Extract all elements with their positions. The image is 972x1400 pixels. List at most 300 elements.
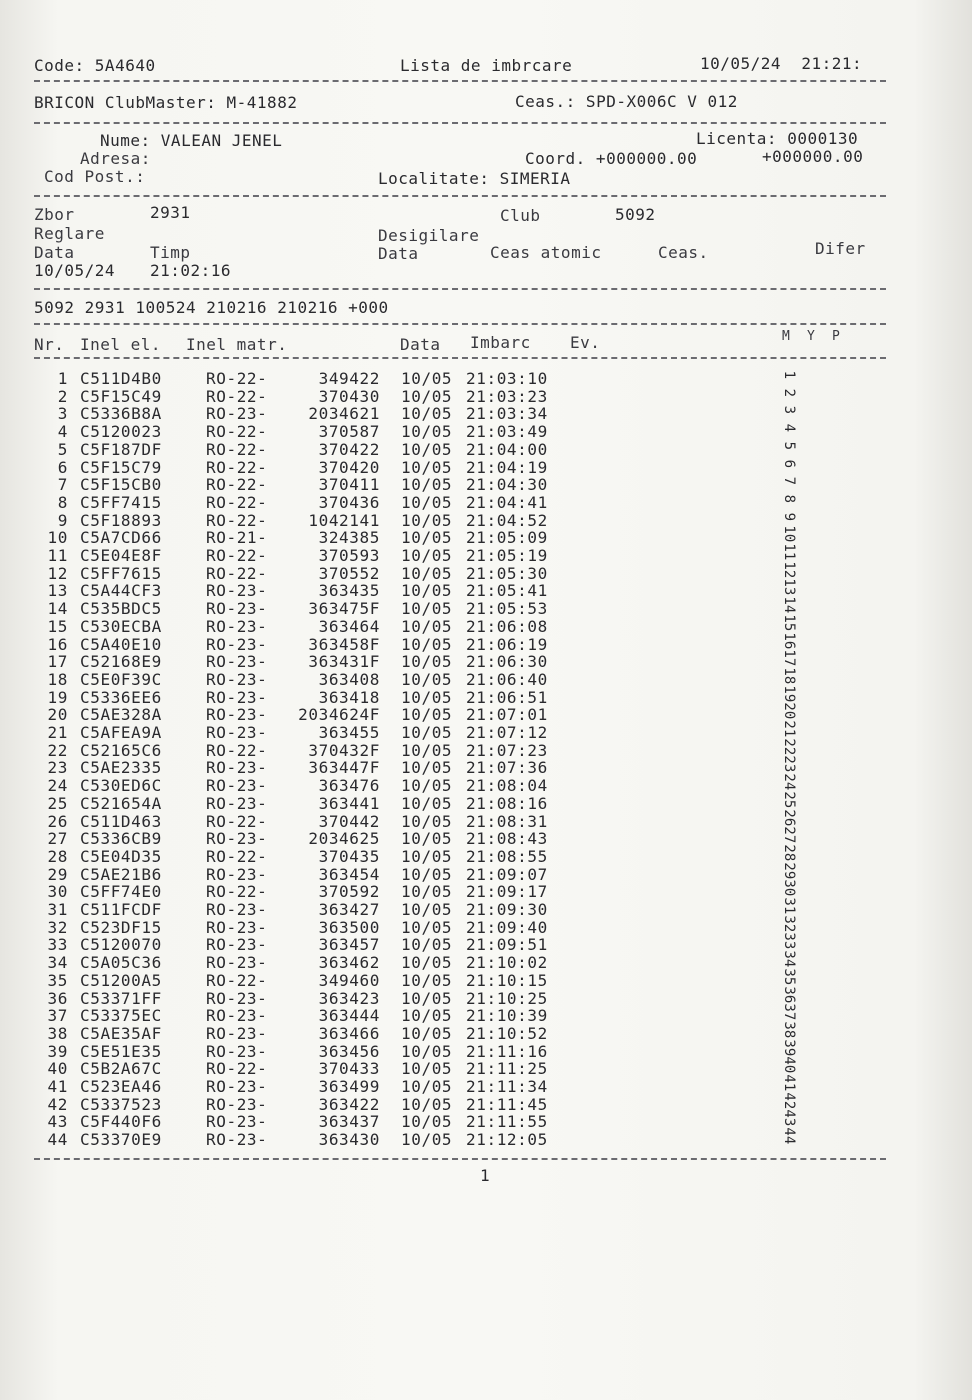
arrival-time: 21:04:41 — [466, 492, 548, 512]
ring-prefix: RO-22- — [206, 422, 268, 442]
electronic-ring: C5F15C49 — [80, 386, 162, 406]
table-row — [0, 494, 972, 512]
page-number: 1 — [480, 1166, 490, 1185]
row-number: 6 — [57, 457, 68, 477]
ring-prefix: RO-23- — [206, 599, 268, 619]
row-number: 35 — [47, 970, 68, 990]
date-label: Data — [34, 243, 75, 262]
locality: Localitate: SIMERIA — [378, 169, 571, 188]
ring-number: 363466 — [318, 1023, 380, 1043]
table-row — [0, 582, 972, 600]
arrival-date: 10/05 — [401, 953, 453, 973]
arrival-date: 10/05 — [401, 492, 453, 512]
ring-number: 363444 — [318, 1006, 380, 1026]
arrival-date: 10/05 — [401, 1077, 453, 1096]
m-number: 20 — [780, 702, 797, 720]
ring-number: 370435 — [318, 846, 380, 866]
m-number: 35 — [780, 968, 797, 986]
arrival-date: 10/05 — [401, 1112, 453, 1132]
row-number: 12 — [47, 563, 68, 583]
m-number: 15 — [780, 614, 797, 632]
ring-number: 2034624F — [298, 705, 380, 725]
ring-number: 370430 — [318, 386, 380, 406]
arrival-date: 10/05 — [401, 616, 453, 636]
arrival-date: 10/05 — [401, 1023, 453, 1043]
ring-number: 2034625 — [308, 829, 380, 849]
electronic-ring: C535BDC5 — [80, 599, 162, 619]
electronic-ring: C5AE2335 — [80, 758, 162, 778]
reglare-label: Reglare — [34, 224, 105, 243]
table-row — [0, 547, 972, 565]
report-code: Code: 5A4640 — [34, 56, 156, 75]
row-number: 28 — [47, 846, 68, 866]
ring-prefix: RO-23- — [206, 953, 268, 973]
row-number: 20 — [47, 705, 68, 725]
ring-number: 349460 — [318, 970, 380, 990]
arrival-date: 10/05 — [401, 563, 453, 583]
arrival-date: 10/05 — [401, 669, 453, 689]
m-number: 30 — [780, 879, 797, 897]
table-row — [0, 565, 972, 583]
table-row — [0, 919, 972, 937]
arrival-time: 21:05:19 — [466, 546, 548, 565]
ring-prefix: RO-23- — [206, 1094, 268, 1114]
ring-prefix: RO-21- — [206, 528, 268, 548]
col-header-myp: M Y P — [782, 329, 841, 344]
arrival-time: 21:09:51 — [466, 935, 548, 955]
arrival-time: 21:10:39 — [466, 1006, 548, 1026]
row-number: 39 — [47, 1041, 68, 1061]
ring-prefix: RO-22- — [206, 457, 268, 477]
arrival-time: 21:09:17 — [466, 882, 548, 902]
ring-prefix: RO-23- — [206, 634, 268, 654]
row-number: 29 — [47, 864, 68, 884]
electronic-ring: C5FF7615 — [80, 563, 162, 583]
ring-number: 363458F — [308, 634, 380, 654]
arrival-time: 21:04:52 — [466, 510, 548, 530]
arrival-time: 21:11:25 — [466, 1059, 548, 1079]
arrival-time: 21:10:25 — [466, 988, 548, 1008]
electronic-ring: C5E0F39C — [80, 669, 162, 689]
row-number: 23 — [47, 758, 68, 778]
col-header-inel-el: Inel el. — [80, 335, 162, 354]
table-row — [0, 777, 972, 795]
arrival-time: 21:06:08 — [466, 616, 548, 636]
arrival-time: 21:06:51 — [466, 687, 548, 707]
electronic-ring: C5E04E8F — [80, 546, 162, 565]
table-row — [0, 1113, 972, 1131]
electronic-ring: C5AE35AF — [80, 1023, 162, 1043]
table-row — [0, 1078, 972, 1096]
electronic-ring: C5120070 — [80, 935, 162, 955]
arrival-date: 10/05 — [401, 422, 453, 442]
electronic-ring: C5E51E35 — [80, 1041, 162, 1061]
ring-prefix: RO-22- — [206, 475, 268, 495]
electronic-ring: C5A40E10 — [80, 634, 162, 654]
m-number: 17 — [780, 649, 797, 667]
arrival-time: 21:03:23 — [466, 386, 548, 406]
m-number: 12 — [780, 561, 797, 578]
m-number: 10 — [780, 525, 797, 543]
m-number: 27 — [780, 826, 797, 844]
electronic-ring: C5F18893 — [80, 510, 162, 530]
m-number: 40 — [780, 1056, 797, 1074]
ring-prefix: RO-22- — [206, 846, 268, 866]
arrival-date: 10/05 — [401, 687, 453, 707]
arrival-time: 21:07:12 — [466, 723, 548, 742]
arrival-date: 10/05 — [401, 404, 453, 424]
ring-number: 363408 — [318, 669, 380, 689]
ring-prefix: RO-23- — [206, 705, 268, 725]
row-number: 30 — [47, 882, 68, 902]
ring-prefix: RO-23- — [206, 935, 268, 955]
col-header-inel-matr: Inel matr. — [186, 335, 288, 354]
row-number: 31 — [47, 900, 68, 919]
row-number: 3 — [57, 404, 68, 424]
arrival-date: 10/05 — [401, 1059, 453, 1079]
arrival-time: 21:08:04 — [466, 776, 548, 796]
flight-number: 2931 — [150, 203, 191, 222]
arrival-time: 21:12:05 — [466, 1130, 548, 1150]
row-number: 42 — [47, 1094, 68, 1114]
ring-prefix: RO-22- — [206, 492, 268, 512]
arrival-date: 10/05 — [401, 917, 453, 937]
arrival-date: 10/05 — [401, 1130, 453, 1150]
arrival-time: 21:11:45 — [466, 1094, 548, 1114]
electronic-ring: C523EA46 — [80, 1077, 162, 1096]
electronic-ring: C5AE21B6 — [80, 864, 162, 884]
divider — [34, 357, 886, 359]
arrival-time: 21:10:52 — [466, 1023, 548, 1043]
ring-prefix: RO-23- — [206, 900, 268, 919]
ring-number: 363435 — [318, 581, 380, 601]
ring-prefix: RO-23- — [206, 988, 268, 1008]
ring-prefix: RO-23- — [206, 1130, 268, 1150]
arrival-time: 21:09:30 — [466, 900, 548, 919]
system-name: BRICON ClubMaster: M-41882 — [34, 93, 298, 112]
m-number: 33 — [780, 932, 797, 950]
arrival-time: 21:06:19 — [466, 634, 548, 654]
row-number: 17 — [47, 652, 68, 672]
row-number: 5 — [57, 439, 68, 459]
electronic-ring: C511FCDF — [80, 900, 162, 919]
arrival-time: 21:10:02 — [466, 953, 548, 973]
m-number: 31 — [780, 897, 797, 915]
m-number: 4 — [780, 423, 797, 433]
ring-prefix: RO-23- — [206, 776, 268, 796]
ring-number: 363500 — [318, 917, 380, 937]
ring-number: 370592 — [318, 882, 380, 902]
arrival-date: 10/05 — [401, 758, 453, 778]
address-label: Adresa: — [80, 149, 151, 168]
setting-date: 10/05/24 — [34, 261, 116, 280]
ring-number: 363447F — [308, 758, 380, 778]
row-number: 40 — [47, 1059, 68, 1079]
ring-number: 370411 — [318, 475, 380, 495]
electronic-ring: C5F440F6 — [80, 1112, 162, 1132]
ring-number: 363431F — [308, 652, 380, 672]
ring-number: 370422 — [318, 439, 380, 459]
arrival-time: 21:05:30 — [466, 563, 548, 583]
row-number: 27 — [47, 829, 68, 849]
m-number: 37 — [780, 1003, 797, 1021]
electronic-ring: C530ECBA — [80, 616, 162, 636]
club-number: 5092 — [615, 205, 656, 224]
ring-prefix: RO-23- — [206, 864, 268, 884]
ring-number: 363462 — [318, 953, 380, 973]
arrival-time: 21:04:19 — [466, 457, 548, 477]
arrival-date: 10/05 — [401, 475, 453, 495]
m-number: 18 — [780, 667, 797, 685]
ring-prefix: RO-23- — [206, 793, 268, 813]
col-header-ev: Ev. — [570, 333, 601, 352]
coordinates: Coord. +000000.00 — [525, 149, 698, 168]
arrival-date: 10/05 — [401, 740, 453, 760]
electronic-ring: C523DF15 — [80, 917, 162, 937]
electronic-ring: C5336CB9 — [80, 829, 162, 849]
row-number: 7 — [57, 475, 68, 495]
table-row — [0, 742, 972, 760]
table-row — [0, 795, 972, 813]
arrival-date: 10/05 — [401, 864, 453, 884]
table-row — [0, 1096, 972, 1114]
table-row — [0, 1043, 972, 1061]
ring-prefix: RO-23- — [206, 917, 268, 937]
arrival-date: 10/05 — [401, 386, 453, 406]
row-number: 43 — [47, 1112, 68, 1132]
m-number: 5 — [780, 441, 797, 450]
electronic-ring: C521654A — [80, 793, 162, 813]
table-row — [0, 990, 972, 1008]
table-row — [0, 901, 972, 919]
ring-number: 370442 — [318, 811, 380, 831]
arrival-date: 10/05 — [401, 510, 453, 530]
arrival-time: 21:03:34 — [466, 404, 548, 424]
arrival-date: 10/05 — [401, 599, 453, 619]
m-number: 44 — [780, 1127, 797, 1145]
arrival-date: 10/05 — [401, 546, 453, 565]
electronic-ring: C5A7CD66 — [80, 528, 162, 548]
table-row — [0, 759, 972, 777]
row-number: 36 — [47, 988, 68, 1008]
arrival-date: 10/05 — [401, 581, 453, 601]
m-number: 7 — [780, 476, 797, 486]
desigilare-label: Desigilare — [378, 226, 480, 245]
m-number: 11 — [780, 543, 797, 561]
ring-prefix: RO-23- — [206, 758, 268, 778]
electronic-ring: C53375EC — [80, 1006, 162, 1026]
row-number: 22 — [47, 740, 68, 760]
arrival-date: 10/05 — [401, 723, 453, 742]
owner-license: Licenta: 0000130 — [696, 129, 859, 148]
ring-number: 370436 — [318, 492, 380, 512]
ring-prefix: RO-22- — [206, 510, 268, 530]
ring-number: 363437 — [318, 1112, 380, 1132]
arrival-date: 10/05 — [401, 705, 453, 725]
table-row — [0, 388, 972, 406]
m-number: 36 — [780, 985, 797, 1003]
table-row — [0, 653, 972, 671]
clock-label: Ceas. — [658, 243, 709, 262]
arrival-time: 21:06:30 — [466, 652, 548, 672]
m-number: 26 — [780, 808, 797, 826]
m-number: 14 — [780, 596, 797, 614]
arrival-date: 10/05 — [401, 811, 453, 831]
ring-number: 363454 — [318, 864, 380, 884]
table-row — [0, 1025, 972, 1043]
ring-number: 363457 — [318, 935, 380, 955]
ring-prefix: RO-22- — [206, 369, 268, 388]
ring-number: 1042141 — [308, 510, 380, 530]
electronic-ring: C5E04D35 — [80, 846, 162, 866]
difference-label: Difer — [815, 239, 866, 258]
row-number: 25 — [47, 793, 68, 813]
m-number: 32 — [780, 915, 797, 932]
ring-prefix: RO-22- — [206, 970, 268, 990]
table-row — [0, 1060, 972, 1078]
ring-prefix: RO-22- — [206, 1059, 268, 1079]
atomic-clock-label: Ceas atomic — [490, 243, 602, 262]
table-row — [0, 529, 972, 547]
m-number: 19 — [780, 685, 797, 702]
table-row — [0, 671, 972, 689]
code-line: 5092 2931 100524 210216 210216 +000 — [34, 298, 389, 317]
table-row — [0, 423, 972, 441]
m-number: 39 — [780, 1039, 797, 1056]
row-number: 9 — [57, 510, 68, 530]
arrival-date: 10/05 — [401, 1041, 453, 1061]
m-number: 21 — [780, 720, 797, 738]
row-number: 24 — [47, 776, 68, 796]
electronic-ring: C5FF7415 — [80, 492, 162, 512]
m-number: 43 — [780, 1109, 797, 1127]
arrival-time: 21:07:01 — [466, 705, 548, 725]
arrival-time: 21:06:40 — [466, 669, 548, 689]
col-header-data: Data — [400, 335, 441, 354]
table-row — [0, 936, 972, 954]
table-row — [0, 972, 972, 990]
electronic-ring: C52165C6 — [80, 740, 162, 760]
arrival-date: 10/05 — [401, 900, 453, 919]
row-number: 19 — [47, 687, 68, 707]
ring-prefix: RO-23- — [206, 581, 268, 601]
m-number: 23 — [780, 755, 797, 773]
row-number: 41 — [47, 1077, 68, 1096]
ring-prefix: RO-23- — [206, 404, 268, 424]
arrival-date: 10/05 — [401, 988, 453, 1008]
m-number: 34 — [780, 950, 797, 968]
arrival-date: 10/05 — [401, 935, 453, 955]
row-number: 14 — [47, 599, 68, 619]
table-row — [0, 405, 972, 423]
m-number: 22 — [780, 738, 797, 755]
m-number: 24 — [780, 773, 797, 791]
owner-name: Nume: VALEAN JENEL — [100, 131, 283, 150]
table-row — [0, 1131, 972, 1149]
electronic-ring: C5120023 — [80, 422, 162, 442]
table-row — [0, 512, 972, 530]
row-number: 21 — [47, 723, 68, 742]
arrival-date: 10/05 — [401, 439, 453, 459]
ring-number: 370420 — [318, 457, 380, 477]
electronic-ring: C5AFEA9A — [80, 723, 162, 742]
row-number: 32 — [47, 917, 68, 937]
arrival-time: 21:03:49 — [466, 422, 548, 442]
ring-number: 370587 — [318, 422, 380, 442]
table-row — [0, 441, 972, 459]
arrival-date: 10/05 — [401, 846, 453, 866]
arrival-time: 21:07:36 — [466, 758, 548, 778]
ring-number: 363441 — [318, 793, 380, 813]
time-label: Timp — [150, 243, 191, 262]
report-datetime: 10/05/24 21:21: — [700, 54, 863, 73]
ring-number: 363423 — [318, 988, 380, 1008]
report-title: Lista de imbrcare — [400, 56, 573, 75]
divider — [34, 1158, 886, 1160]
ring-number: 324385 — [318, 528, 380, 548]
electronic-ring: C5336EE6 — [80, 687, 162, 707]
row-number: 15 — [47, 616, 68, 636]
arrival-time: 21:04:30 — [466, 475, 548, 495]
arrival-date: 10/05 — [401, 634, 453, 654]
ring-prefix: RO-22- — [206, 882, 268, 902]
ring-prefix: RO-22- — [206, 546, 268, 565]
coordinates-2: +000000.00 — [762, 147, 864, 166]
arrival-time: 21:09:07 — [466, 864, 548, 884]
table-row — [0, 459, 972, 477]
m-number: 8 — [780, 494, 797, 503]
arrival-time: 21:11:16 — [466, 1041, 548, 1061]
electronic-ring: C5FF74E0 — [80, 882, 162, 902]
row-number: 34 — [47, 953, 68, 973]
electronic-ring: C5A05C36 — [80, 953, 162, 973]
electronic-ring: C5F187DF — [80, 439, 162, 459]
arrival-date: 10/05 — [401, 793, 453, 813]
arrival-time: 21:05:09 — [466, 528, 548, 548]
table-row — [0, 866, 972, 884]
arrival-time: 21:07:23 — [466, 740, 548, 760]
arrival-date: 10/05 — [401, 1094, 453, 1114]
arrival-date: 10/05 — [401, 369, 453, 388]
arrival-time: 21:03:10 — [466, 369, 548, 388]
ring-number: 370433 — [318, 1059, 380, 1079]
electronic-ring: C53371FF — [80, 988, 162, 1008]
electronic-ring: C530ED6C — [80, 776, 162, 796]
arrival-time: 21:04:00 — [466, 439, 548, 459]
table-row — [0, 1007, 972, 1025]
row-number: 4 — [57, 422, 68, 442]
electronic-ring: C5F15CB0 — [80, 475, 162, 495]
flight-label: Zbor — [34, 205, 75, 224]
row-number: 33 — [47, 935, 68, 955]
ring-prefix: RO-22- — [206, 740, 268, 760]
table-row — [0, 813, 972, 831]
arrival-time: 21:11:34 — [466, 1077, 548, 1096]
table-row — [0, 370, 972, 388]
row-number: 38 — [47, 1023, 68, 1043]
arrival-time: 21:11:55 — [466, 1112, 548, 1132]
ring-prefix: RO-23- — [206, 1006, 268, 1026]
divider — [34, 288, 886, 290]
arrival-time: 21:05:41 — [466, 581, 548, 601]
arrival-date: 10/05 — [401, 652, 453, 672]
electronic-ring: C51200A5 — [80, 970, 162, 990]
ring-number: 363427 — [318, 900, 380, 919]
m-number: 41 — [780, 1074, 797, 1092]
ring-prefix: RO-23- — [206, 1112, 268, 1132]
m-number: 3 — [780, 406, 797, 415]
table-row — [0, 600, 972, 618]
